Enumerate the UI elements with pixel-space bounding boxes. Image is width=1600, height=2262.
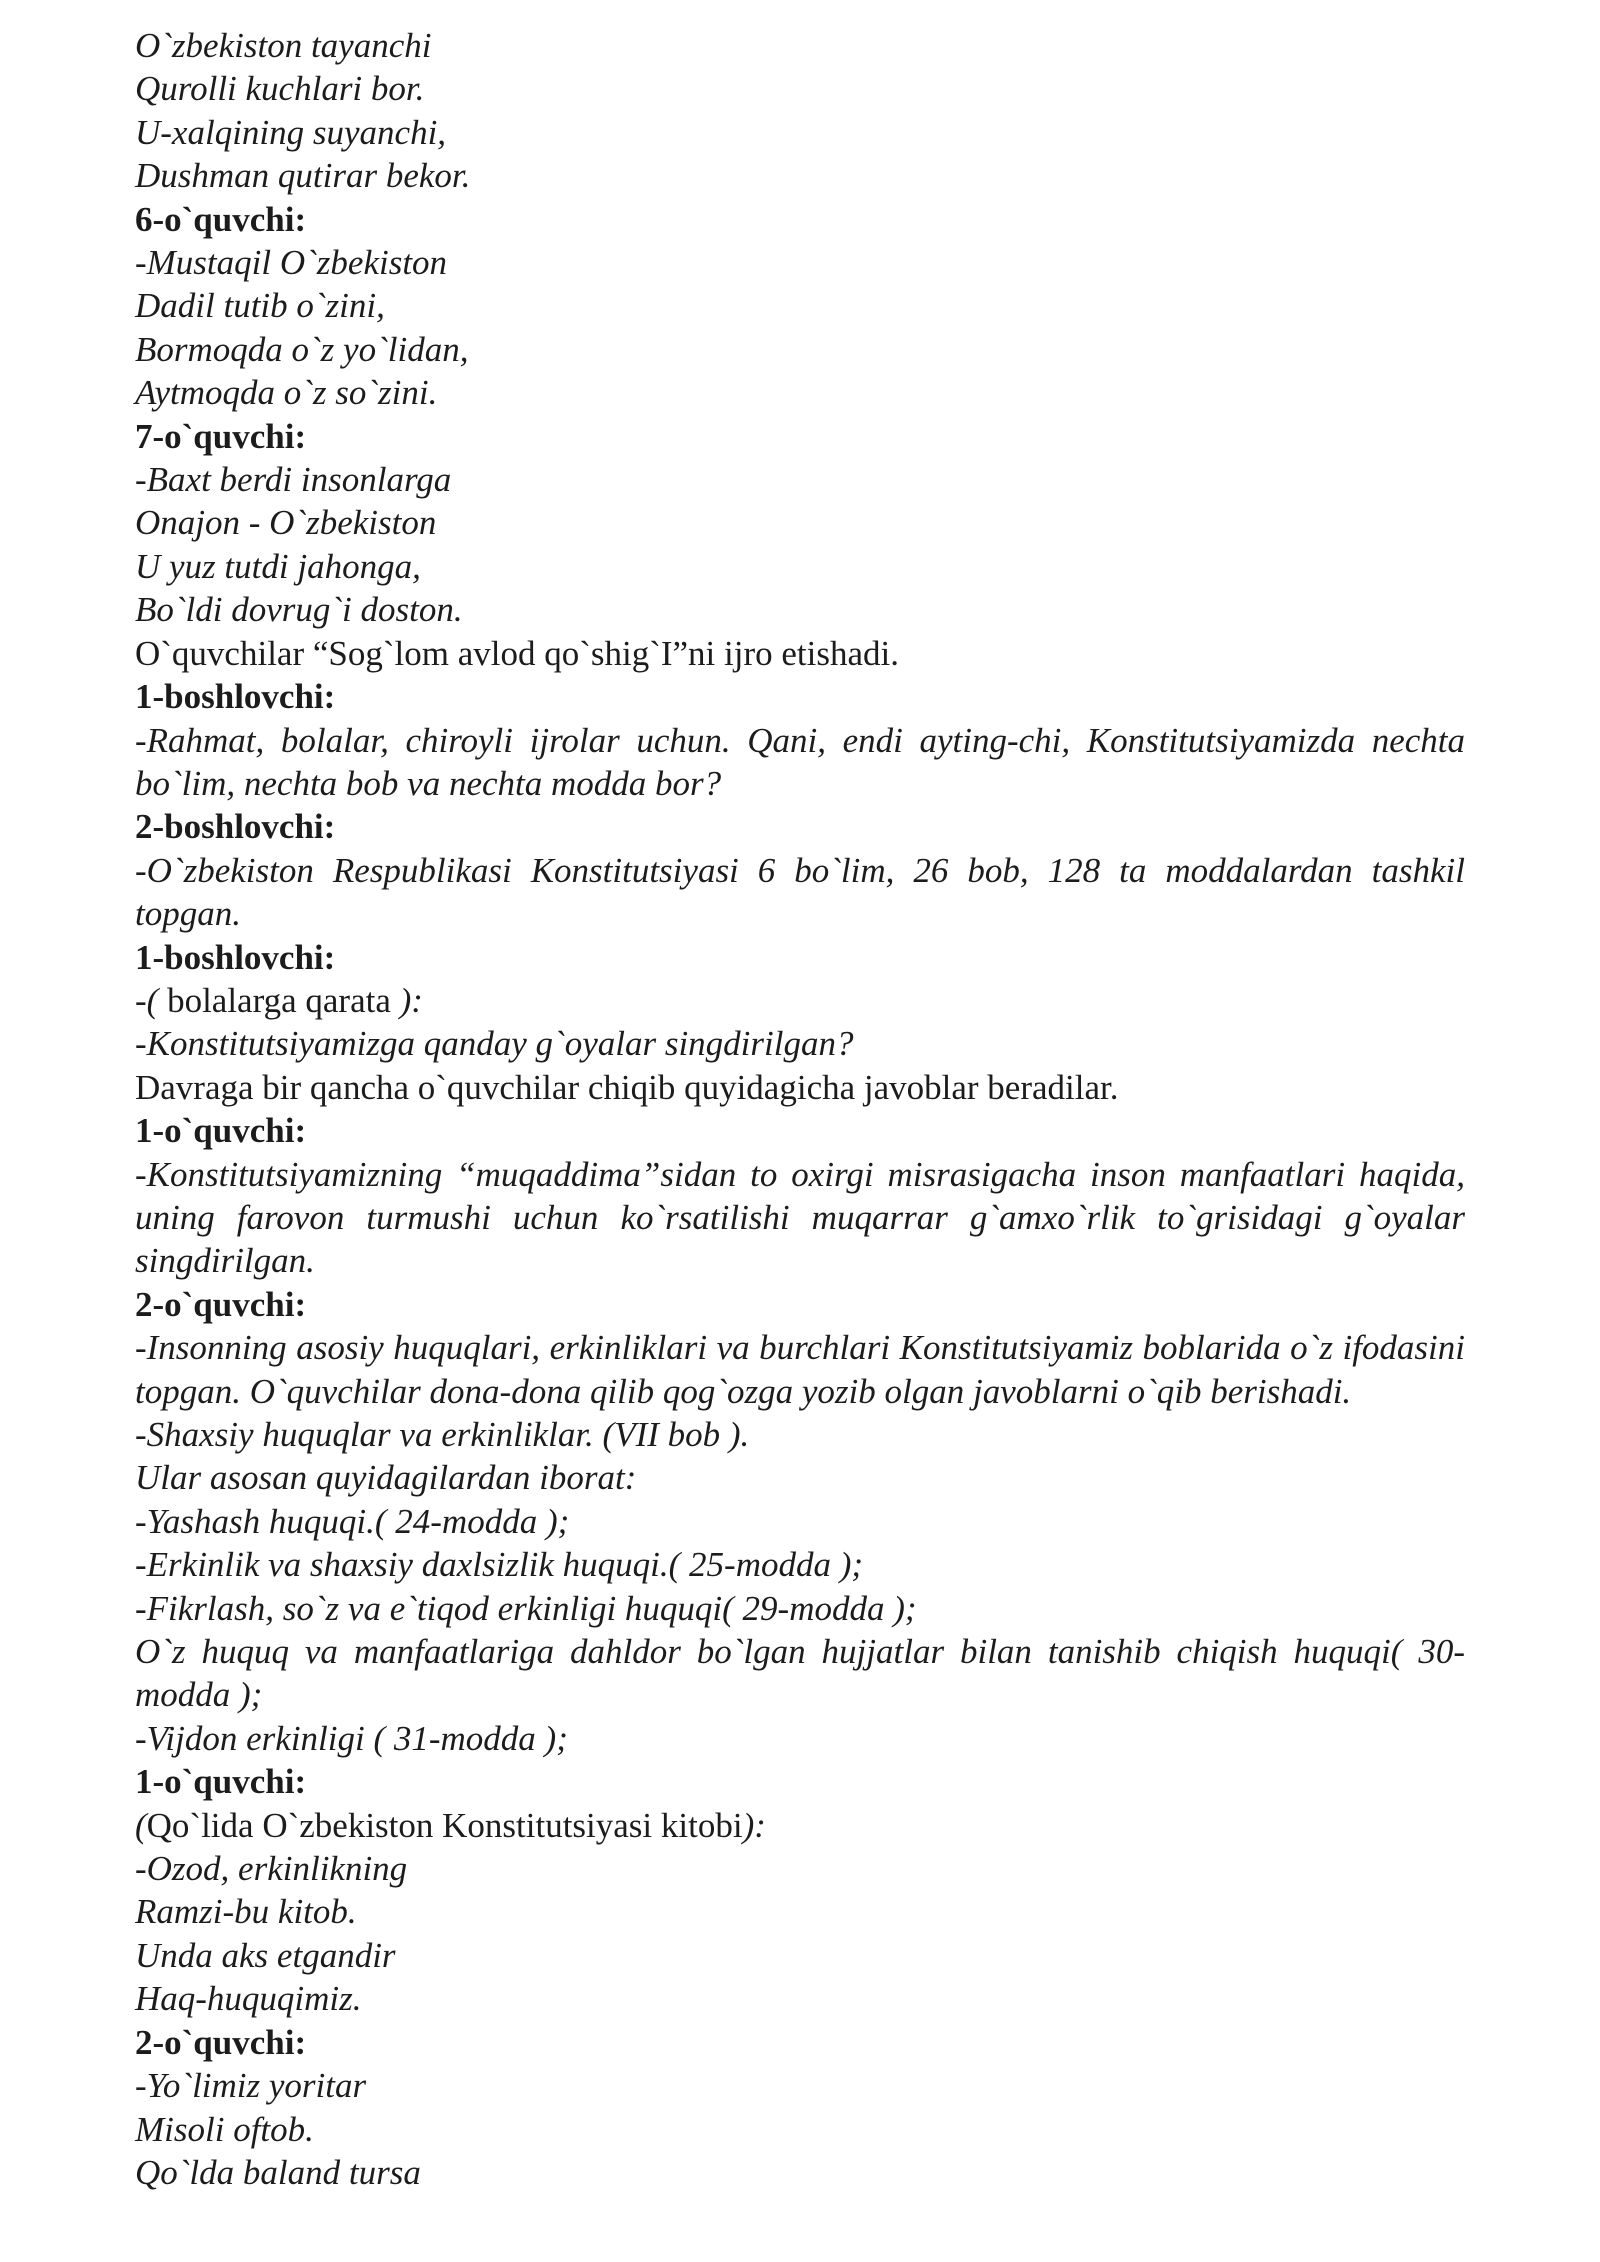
verse-line: -Yashash huquqi.( 24-modda ); (135, 1501, 570, 1541)
speaker-label: 1-boshlovchi: (135, 937, 336, 977)
verse-line: U-xalqining suyanchi, (135, 112, 447, 152)
verse-line: Qurolli kuchlari bor. (135, 69, 425, 109)
speech-paragraph: O`z huquq va manfaatlariga dahldor bo`lgan hujjatlar bilan tanishib chiqish huquqi( 30-modda ); (135, 1632, 1465, 1715)
speaker-label: 1-o`quvchi: (135, 1762, 307, 1802)
speech-paragraph: -Rahmat, bolalar, chiroyli ijrolar uchun. Qani, endi ayting-chi, Konstitutsiyamizda nechta bo`lim, nechta bob va nechta modda bor? (135, 720, 1465, 803)
verse-line: U yuz tutdi jahonga, (135, 546, 421, 586)
open-paren: -( (135, 980, 159, 1020)
verse-line: Ramzi-bu kitob. (135, 1892, 357, 1932)
verse-line: -Erkinlik va shaxsiy daxlsizlik huquqi.( 25-modda ); (135, 1545, 864, 1585)
narration-line: Davraga bir qancha o`quvchilar chiqib quyidagicha javoblar beradilar. (135, 1067, 1119, 1107)
verse-line: -Vijdon erkinligi ( 31-modda ); (135, 1718, 568, 1758)
stage-direction-text: Qo`lida O`zbekiston Konstitutsiyasi kitobi (146, 1805, 743, 1845)
verse-line: -Fikrlash, so`z va e`tiqod erkinligi huquqi( 29-modda ); (135, 1588, 917, 1628)
narration-line: O`quvchilar “Sog`lom avlod qo`shig`I”ni ijro etishadi. (135, 633, 900, 673)
verse-line: -Yo`limiz yoritar (135, 2066, 367, 2106)
speaker-label: 6-o`quvchi: (135, 199, 307, 239)
verse-line: Bo`ldi dovrug`i doston. (135, 590, 463, 630)
verse-line: Ular asosan quyidagilardan iborat: (135, 1458, 637, 1498)
verse-line: -Konstitutsiyamizga qanday g`oyalar singdirilgan? (135, 1024, 854, 1064)
verse-line: Aytmoqda o`z so`zini. (135, 373, 438, 413)
verse-line: O`zbekiston tayanchi (135, 26, 432, 65)
open-paren: ( (135, 1805, 147, 1845)
speech-paragraph: -Konstitutsiyamizning “muqaddima”sidan to oxirgi misrasigacha inson manfaatlari haqida, uning farovon turmushi uchun ko`rsatilishi muqarrar g`amxo`rlik to`grisidagi g`oyalar singdirilgan. (135, 1154, 1465, 1281)
speaker-label: 7-o`quvchi: (135, 416, 307, 456)
document-page (135, 24, 1465, 2194)
speaker-label: 2-boshlovchi: (135, 807, 336, 847)
verse-line: Onajon - O`zbekiston (135, 503, 437, 543)
stage-direction-line (135, 1804, 1465, 1847)
verse-line: -Baxt berdi insonlarga (135, 460, 452, 500)
speaker-label: 1-o`quvchi: (135, 1111, 307, 1151)
verse-line: Misoli oftob. (135, 2109, 314, 2149)
speech-paragraph: -Insonning asosiy huquqlari, erkinliklari va burchlari Konstitutsiyamiz boblarida o`z ifodasini topgan. O`quvchilar dona-dona qilib qog`ozga yozib olgan javoblarni o`qib berishadi. (135, 1328, 1465, 1411)
speech-paragraph: -O`zbekiston Respublikasi Konstitutsiyasi 6 bo`lim, 26 bob, 128 ta moddalardan tashkil topgan. (135, 850, 1465, 934)
verse-line: Haq-huquqimiz. (135, 1979, 362, 2019)
speaker-label: 1-boshlovchi: (135, 677, 336, 717)
verse-line: -Shaxsiy huquqlar va erkinliklar. (VII bob ). (135, 1415, 750, 1454)
close-paren: ): (742, 1805, 766, 1845)
verse-line: Bormoqda o`z yo`lidan, (135, 329, 469, 369)
stage-direction-line (135, 979, 1465, 1022)
speaker-label: 2-o`quvchi: (135, 1284, 307, 1324)
verse-line: Dadil tutib o`zini, (135, 286, 385, 326)
verse-line: Qo`lda baland tursa (135, 2152, 421, 2192)
verse-line: -Ozod, erkinlikning (135, 1849, 408, 1889)
verse-line: Dushman qutirar bekor. (135, 156, 471, 196)
verse-line: Unda aks etgandir (135, 1935, 396, 1975)
stage-direction-text: bolalarga qarata (158, 980, 400, 1020)
speaker-label: 2-o`quvchi: (135, 2022, 307, 2062)
verse-line: -Mustaqil O`zbekiston (135, 243, 448, 283)
close-paren: ): (399, 980, 423, 1020)
